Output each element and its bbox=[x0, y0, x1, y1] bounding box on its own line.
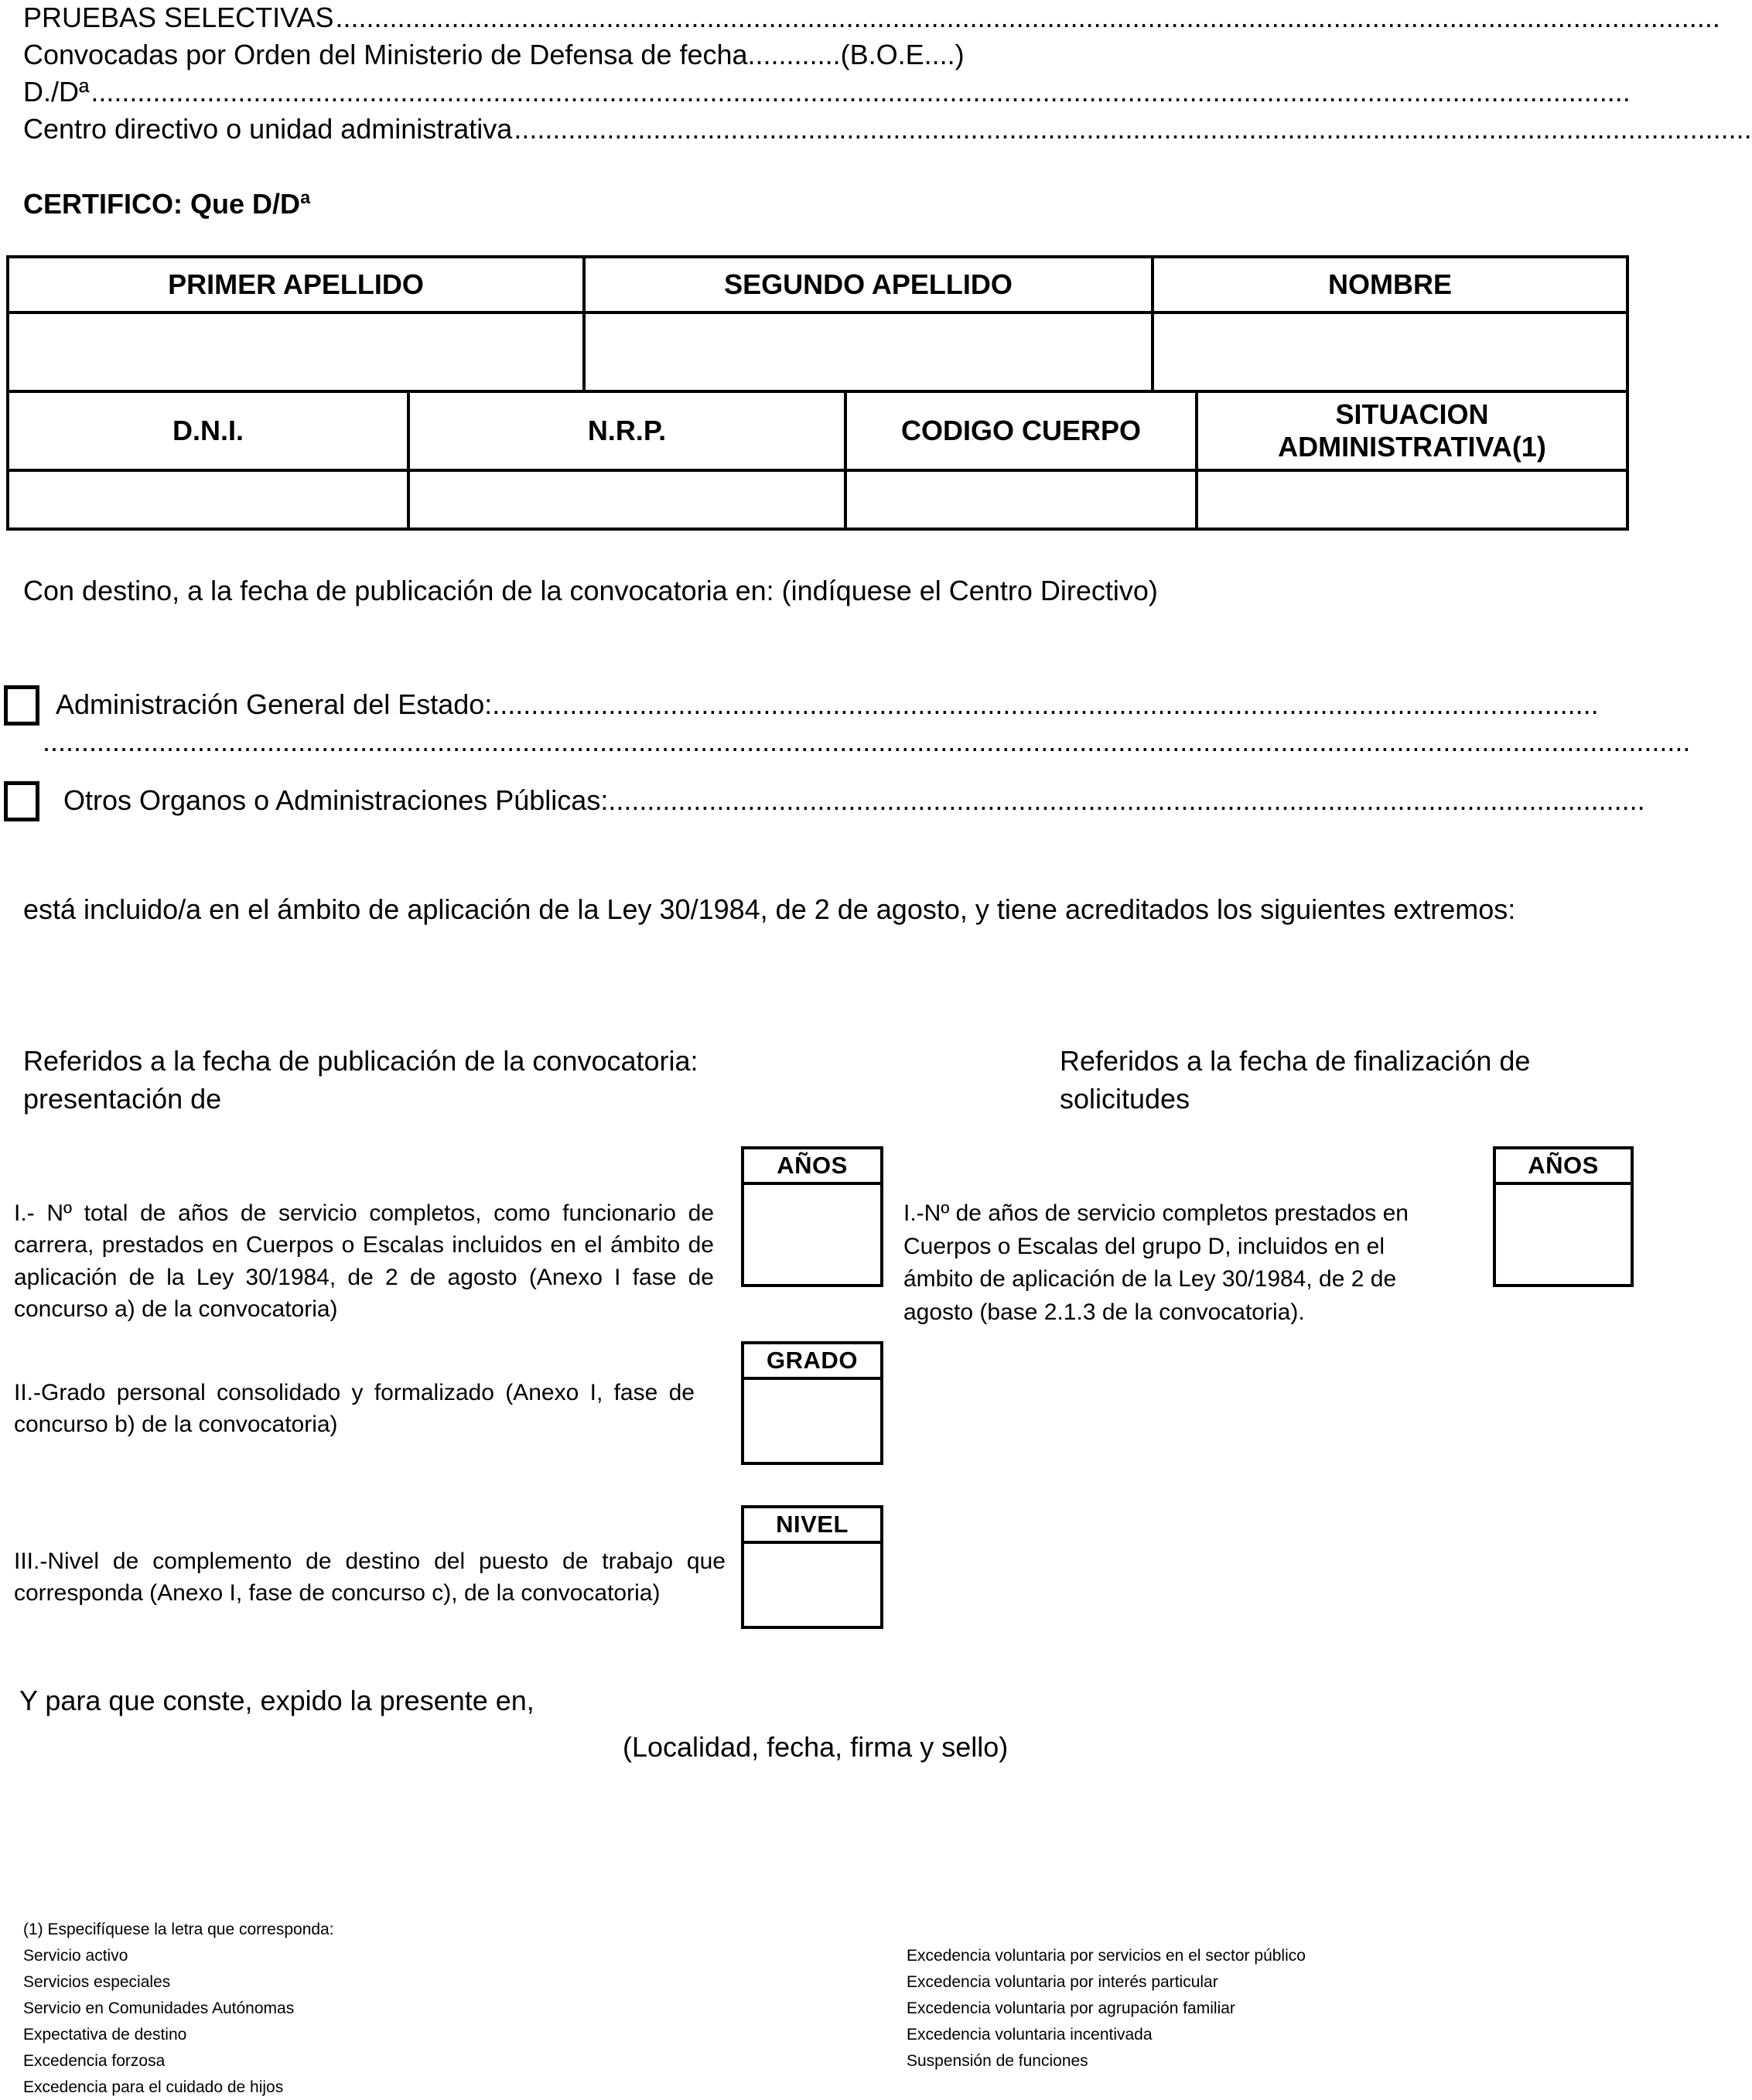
table-cell-situacion-value[interactable] bbox=[1198, 472, 1626, 531]
closing-line-expido: Y para que conste, expido la presente en, bbox=[19, 1685, 534, 1716]
footnote-right-item: Excedencia voluntaria incentivada bbox=[907, 2026, 1153, 2044]
header-label-centro-directivo: Centro directivo o unidad administrativa bbox=[23, 113, 513, 145]
footnote-right-item: Excedencia voluntaria por agrupación familiar bbox=[907, 1999, 1235, 2017]
table-divider bbox=[1151, 314, 1154, 390]
table-cell-nombre-value[interactable] bbox=[1154, 314, 1626, 390]
table-divider bbox=[582, 314, 586, 390]
value-box-nivel bbox=[741, 1505, 883, 1629]
table-cell-segundo-apellido-value[interactable] bbox=[586, 314, 1151, 390]
left-column-heading: Referidos a la fecha de publicación de la convocatoria: presentación de bbox=[23, 1045, 698, 1115]
header-label-pruebas-selectivas: PRUEBAS SELECTIVAS bbox=[23, 2, 334, 33]
table-divider bbox=[1195, 393, 1198, 469]
checkbox-label-row-otros-organos bbox=[63, 784, 1648, 817]
header-boe-tail: (B.O.E....) bbox=[840, 39, 965, 70]
table-cell-codigo-cuerpo-value[interactable] bbox=[847, 472, 1195, 531]
checkbox-label-row-administracion-general bbox=[56, 688, 1648, 721]
left-item-3-text: III.-Nivel de complemento de destino del puesto de trabajo que corresponda (Anexo I, fase de concurso c), de la convocatoria) bbox=[14, 1549, 726, 1607]
footnote-right-item: Excedencia voluntaria por servicios en el sector público bbox=[907, 1947, 1306, 1965]
checkbox-administracion-general-estado[interactable] bbox=[4, 685, 39, 726]
header-label-don-dona: D./Dª bbox=[23, 76, 90, 108]
table-row bbox=[9, 472, 1626, 531]
value-box-input-grado[interactable] bbox=[744, 1380, 880, 1462]
table-cell-nrp-value[interactable] bbox=[410, 472, 844, 531]
table-divider bbox=[1151, 258, 1154, 311]
dotted-leader: ...................................................................................................................................... bbox=[608, 784, 1645, 816]
value-box-grado bbox=[741, 1341, 883, 1465]
value-box-caption-anos: AÑOS bbox=[744, 1149, 880, 1185]
right-column-heading: Referidos a la fecha de finalización de solicitudes bbox=[1060, 1045, 1531, 1115]
table-header-nombre: NOMBRE bbox=[1328, 268, 1452, 300]
ambito-aplicacion-paragraph: está incluido/a en el ámbito de aplicación de la Ley 30/1984, de 2 de agosto, y tiene acreditados los siguientes extremos: bbox=[23, 893, 1516, 925]
checkbox-otros-organos-administraciones[interactable] bbox=[4, 781, 39, 821]
destino-intro-text: Con destino, a la fecha de publicación de la convocatoria en: (indíquese el Centro Directivo) bbox=[23, 575, 1158, 606]
footnote-left-item: Servicios especiales bbox=[23, 1973, 171, 1991]
table-divider bbox=[407, 472, 410, 531]
header-line-convocadas bbox=[23, 39, 1648, 71]
header-line-centro-directivo bbox=[23, 113, 1752, 145]
value-box-caption-nivel: NIVEL bbox=[744, 1508, 880, 1544]
header-line-nombre-titular bbox=[23, 76, 1648, 108]
table-header-codigo-cuerpo: CODIGO CUERPO bbox=[900, 414, 1142, 446]
certifico-heading: CERTIFICO: Que D/Dª bbox=[23, 188, 311, 220]
table-cell-primer-apellido-value[interactable] bbox=[9, 314, 582, 390]
checkbox-label-administracion-general-estado: Administración General del Estado: bbox=[56, 688, 493, 720]
table-divider bbox=[582, 258, 586, 311]
header-label-convocadas: Convocadas por Orden del Ministerio de Defensa de fecha bbox=[23, 39, 748, 70]
table-header-segundo-apellido: SEGUNDO APELLIDO bbox=[724, 268, 1013, 300]
identity-table bbox=[6, 255, 1629, 531]
footnote-left-item: Servicio en Comunidades Autónomas bbox=[23, 1999, 295, 2017]
right-item-1-text: I.-Nº de años de servicio completos prestados en Cuerpos o Escalas del grupo D, incluidos en el ámbito de aplicación de la Ley 30/1984, de 2 de agosto (base 2.1.3 de la convocatoria). bbox=[903, 1200, 1409, 1325]
table-row bbox=[9, 258, 1626, 311]
dotted-leader: ............................................................................................................................................... bbox=[492, 688, 1599, 720]
table-header-situacion-administrativa bbox=[1198, 393, 1626, 469]
checkbox-label-otros-organos-administraciones: Otros Organos o Administraciones Públicas: bbox=[63, 784, 609, 816]
footnote-left-item: Excedencia forzosa bbox=[23, 2052, 166, 2070]
table-header-dni: D.N.I. bbox=[172, 414, 244, 446]
table-divider bbox=[1195, 472, 1198, 531]
footnote-left-item: Excedencia para el cuidado de hijos bbox=[23, 2078, 284, 2096]
situacion-line-2: ADMINISTRATIVA(1) bbox=[1278, 431, 1546, 463]
situacion-line-1: SITUACION bbox=[1335, 398, 1489, 430]
closing-line-localidad-fecha-firma: (Localidad, fecha, firma y sello) bbox=[623, 1731, 1009, 1763]
footnote-right-item: Suspensión de funciones bbox=[907, 2052, 1088, 2070]
left-item-2-text: II.-Grado personal consolidado y formalizado (Anexo I, fase de concurso b) de la convocatoria) bbox=[14, 1380, 695, 1438]
value-box-input-anos-right[interactable] bbox=[1496, 1185, 1631, 1284]
table-divider bbox=[844, 472, 847, 531]
footnote-title: (1) Especifíquese la letra que corresponda: bbox=[23, 1921, 334, 1938]
value-box-input-anos-left[interactable] bbox=[744, 1185, 880, 1284]
table-header-primer-apellido: PRIMER APELLIDO bbox=[168, 268, 424, 300]
dotted-leader: ................................................................................................................................................................................... bbox=[335, 2, 1720, 33]
value-box-caption-grado: GRADO bbox=[744, 1344, 880, 1380]
table-row bbox=[9, 393, 1626, 469]
header-line-pruebas-selectivas bbox=[23, 2, 1720, 34]
table-divider bbox=[844, 393, 847, 469]
footnote-right-item: Excedencia voluntaria por interés particular bbox=[907, 1973, 1218, 1991]
table-divider bbox=[407, 393, 410, 469]
table-cell-dni-value[interactable] bbox=[9, 472, 407, 531]
value-box-input-nivel[interactable] bbox=[744, 1544, 880, 1626]
left-item-1-text: I.- Nº total de años de servicio completos, como funcionario de carrera, prestados en Cuerpos o Escalas incluidos en el ámbito de aplicación de la Ley 30/1984, de 2 de agosto (Anexo I fase de concurso a) de la convocatoria) bbox=[14, 1200, 714, 1323]
footnote-left-item: Expectativa de destino bbox=[23, 2026, 187, 2044]
table-header-nrp: N.R.P. bbox=[587, 414, 667, 446]
dotted-leader: ................................................................................................................................................................ bbox=[514, 113, 1752, 145]
table-row bbox=[9, 314, 1626, 390]
value-box-anos-right bbox=[1493, 1146, 1634, 1287]
dotted-leader: ............ bbox=[747, 39, 841, 70]
value-box-caption-anos: AÑOS bbox=[1496, 1149, 1631, 1185]
dotted-leader: ....................................................................................................................................................................................................... bbox=[91, 76, 1631, 108]
dotted-leader-continuation: ..................................................................................................................................................................................................................... bbox=[43, 726, 1691, 757]
value-box-anos-left bbox=[741, 1146, 883, 1287]
footnote-left-item: Servicio activo bbox=[23, 1947, 128, 1965]
